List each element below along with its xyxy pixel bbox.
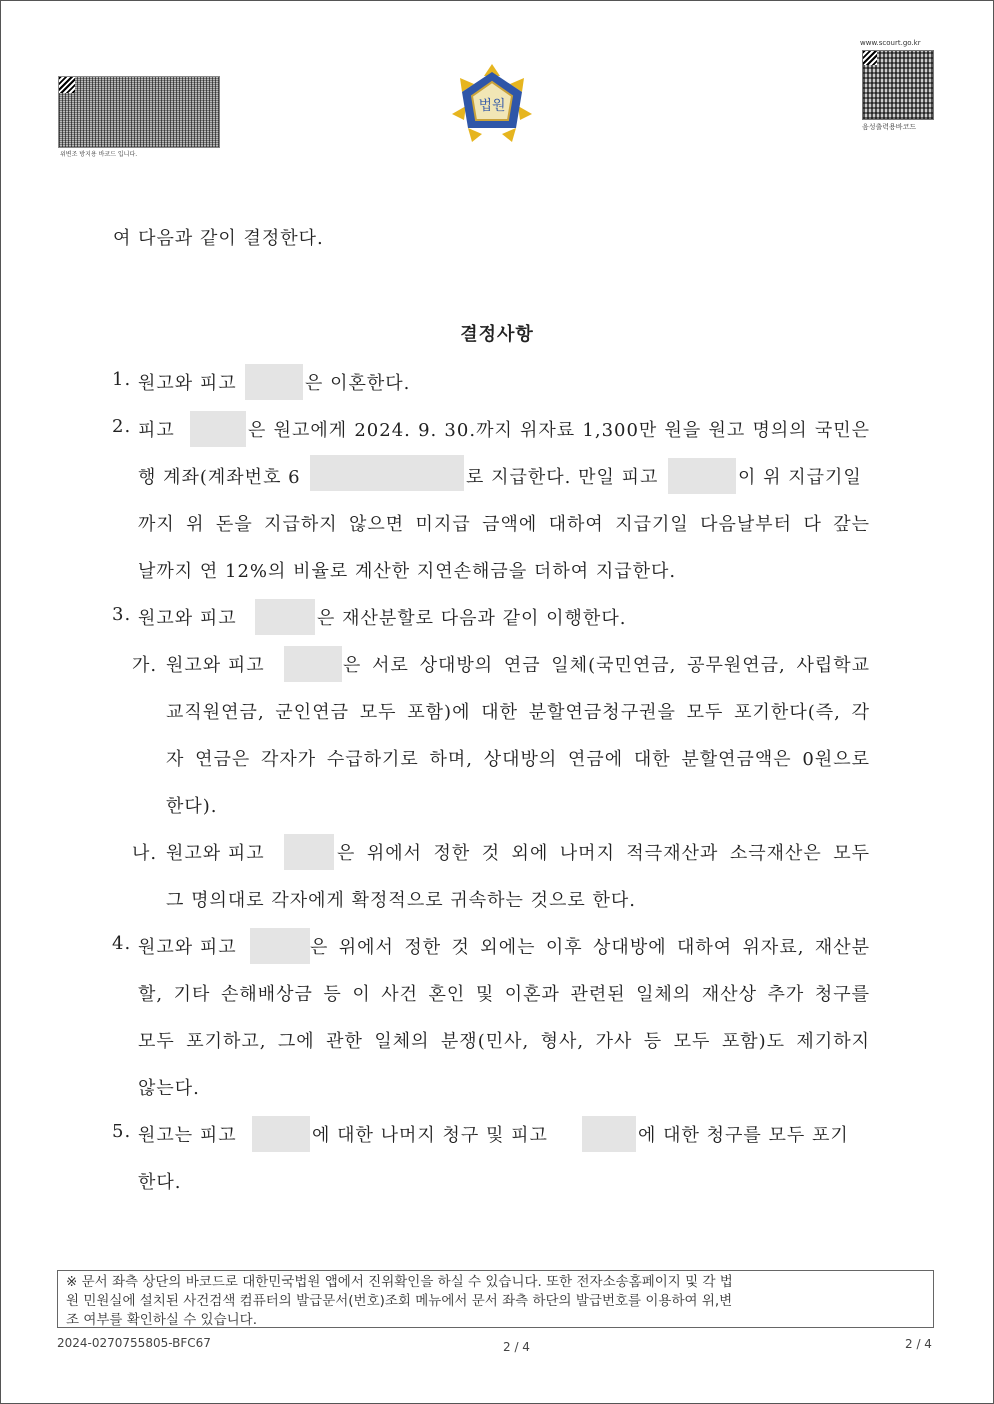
qr-url: www.scourt.go.kr — [860, 39, 921, 47]
item-2-line-2c: 이 위 지급기일 — [738, 467, 862, 488]
redaction — [284, 646, 342, 682]
item-3-na-line-1a: 원고와 피고 — [166, 843, 265, 864]
redaction — [310, 455, 464, 491]
item-3-na-number: 나. — [132, 843, 158, 864]
item-4-line-1b: 은 위에서 정한 것 외에는 이후 상대방에 대하여 위자료, 재산분 — [310, 937, 870, 958]
item-1-number: 1. — [112, 369, 132, 390]
court-emblem — [446, 62, 538, 146]
item-4-line-3: 모두 포기하고, 그에 관한 일체의 분쟁(민사, 형사, 가사 등 모두 포함)도 제기하지 — [138, 1031, 870, 1052]
item-3-text-b: 은 재산분할로 다음과 같이 이행한다. — [317, 608, 627, 629]
item-3-ga-line-1b: 은 서로 상대방의 연금 일체(국민연금, 공무원연금, 사립학교 — [343, 655, 870, 676]
verification-barcode — [58, 76, 220, 148]
issue-number: 2024-0270755805-BFC67 — [57, 1336, 211, 1350]
section-title: 결정사항 — [460, 324, 534, 345]
notice-line-3: 조 여부를 확인하실 수 있습니다. — [66, 1312, 257, 1328]
redaction — [284, 834, 334, 870]
item-2-line-4: 날까지 연 12%의 비율로 계산한 지연손해금을 더하여 지급한다. — [138, 561, 677, 582]
item-3-ga-line-1a: 원고와 피고 — [166, 655, 265, 676]
item-1-text-a: 원고와 피고 — [138, 373, 237, 394]
item-2-line-1b: 은 원고에게 2024. 9. 30.까지 위자료 1,300만 원을 원고 명의의 국민은 — [248, 420, 870, 441]
item-1-text-b: 은 이혼한다. — [305, 373, 411, 394]
redaction — [190, 411, 246, 447]
item-2-line-2b: 로 지급한다. 만일 피고 — [466, 467, 659, 488]
page-number-center: 2 / 4 — [503, 1340, 530, 1354]
redaction — [255, 599, 315, 635]
item-3-text-a: 원고와 피고 — [138, 608, 237, 629]
redaction — [582, 1116, 636, 1152]
item-2-line-2a: 행 계좌(계좌번호 6 — [138, 467, 301, 488]
item-3-na-line-1b: 은 위에서 정한 것 외에 나머지 적극재산과 소극재산은 모두 — [337, 843, 870, 864]
verification-notice — [57, 1270, 934, 1328]
item-3-number: 3. — [112, 604, 132, 625]
notice-line-1: ※ 문서 좌측 상단의 바코드로 대한민국법원 앱에서 진위확인을 하실 수 있습니다. 또한 전자소송홈페이지 및 각 법 — [66, 1274, 733, 1290]
item-5-line-2: 한다. — [138, 1172, 182, 1193]
voice-output-barcode — [862, 50, 934, 120]
page-number-right: 2 / 4 — [905, 1337, 932, 1351]
item-4-number: 4. — [112, 933, 132, 954]
redaction — [245, 364, 303, 400]
item-3-ga-line-4: 한다). — [166, 796, 218, 817]
item-3-ga-line-3: 자 연금은 각자가 수급하기로 하며, 상대방의 연금에 대한 분할연금액은 0원으로 — [166, 749, 870, 770]
item-4-line-2: 할, 기타 손해배상금 등 이 사건 혼인 및 이혼과 관련된 일체의 재산상 추가 청구를 — [138, 984, 870, 1005]
notice-line-2: 원 민원실에 설치된 사건검색 컴퓨터의 발급문서(번호)조회 메뉴에서 문서 좌측 하단의 발급번호를 이용하여 위,변 — [66, 1293, 733, 1309]
barcode-note: 위변조 방지용 바코드 입니다. — [60, 151, 138, 158]
item-5-line-1a: 원고는 피고 — [138, 1125, 237, 1146]
redaction — [250, 928, 310, 964]
emblem-text: 법원 — [478, 98, 506, 114]
redaction — [252, 1116, 310, 1152]
intro-line: 여 다음과 같이 결정한다. — [113, 228, 324, 249]
item-4-line-1a: 원고와 피고 — [138, 937, 237, 958]
item-3-ga-number: 가. — [132, 655, 158, 676]
redaction — [668, 458, 736, 494]
item-2-number: 2. — [112, 416, 132, 437]
item-2-line-3: 까지 위 돈을 지급하지 않으면 미지급 금액에 대하여 지급기일 다음날부터 다 갚는 — [138, 514, 870, 535]
item-4-line-4: 않는다. — [138, 1078, 200, 1099]
item-3-na-line-2: 그 명의대로 각자에게 확정적으로 귀속하는 것으로 한다. — [166, 890, 636, 911]
item-2-line-1a: 피고 — [138, 420, 175, 441]
item-3-ga-line-2: 교직원연금, 군인연금 모두 포함)에 대한 분할연금청구권을 모두 포기한다(즉, 각 — [166, 702, 870, 723]
item-5-number: 5. — [112, 1121, 132, 1142]
item-5-line-1b: 에 대한 나머지 청구 및 피고 — [312, 1125, 548, 1146]
item-5-line-1c: 에 대한 청구를 모두 포기 — [638, 1125, 849, 1146]
qr-label: 음성출력용바코드 — [862, 123, 917, 131]
